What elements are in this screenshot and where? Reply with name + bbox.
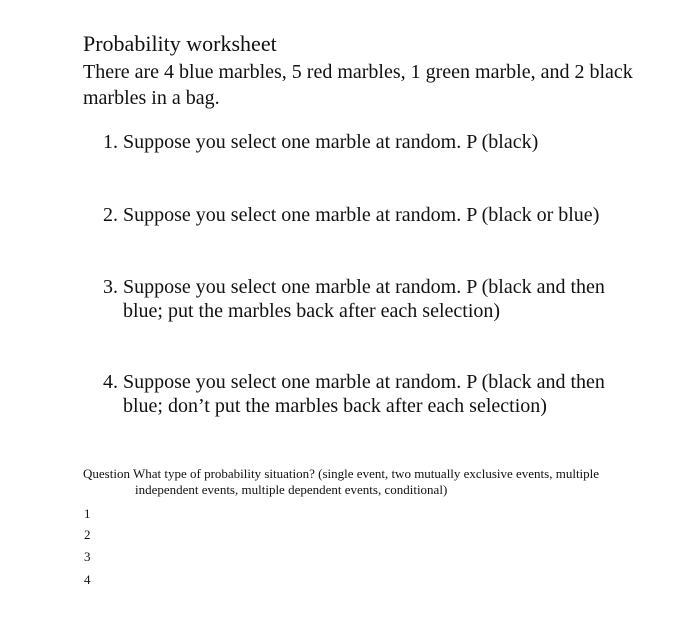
question-item — [103, 130, 643, 154]
answer-number-4: 4 — [84, 572, 91, 587]
worksheet-title: Probability worksheet — [83, 31, 277, 56]
question-text: Suppose you select one marble at random. P (black and then blue; don’t put the marbles back after each selection) — [123, 371, 605, 417]
question-item — [103, 370, 643, 418]
answer-number-2: 2 — [84, 527, 91, 542]
followup-question: Question What type of probability situation? (single event, two mutually exclusive events, multiple independent events, multiple dependent events, conditional) — [83, 466, 600, 497]
answer-number-3: 3 — [84, 549, 91, 564]
question-number: 3. — [103, 276, 118, 298]
question-number: 4. — [103, 371, 118, 393]
worksheet-intro: There are 4 blue marbles, 5 red marbles, 1 green marble, and 2 black marbles in a bag. — [83, 61, 633, 109]
question-text: Suppose you select one marble at random. P (black or blue) — [123, 204, 600, 226]
question-number: 1. — [103, 131, 118, 153]
question-number: 2. — [103, 204, 118, 226]
question-text: Suppose you select one marble at random. P (black and then blue; put the marbles back after each selection) — [123, 276, 605, 322]
question-text: Suppose you select one marble at random. P (black) — [123, 131, 539, 153]
question-item — [103, 275, 643, 323]
answer-number-1: 1 — [84, 506, 91, 521]
question-item — [103, 203, 643, 227]
